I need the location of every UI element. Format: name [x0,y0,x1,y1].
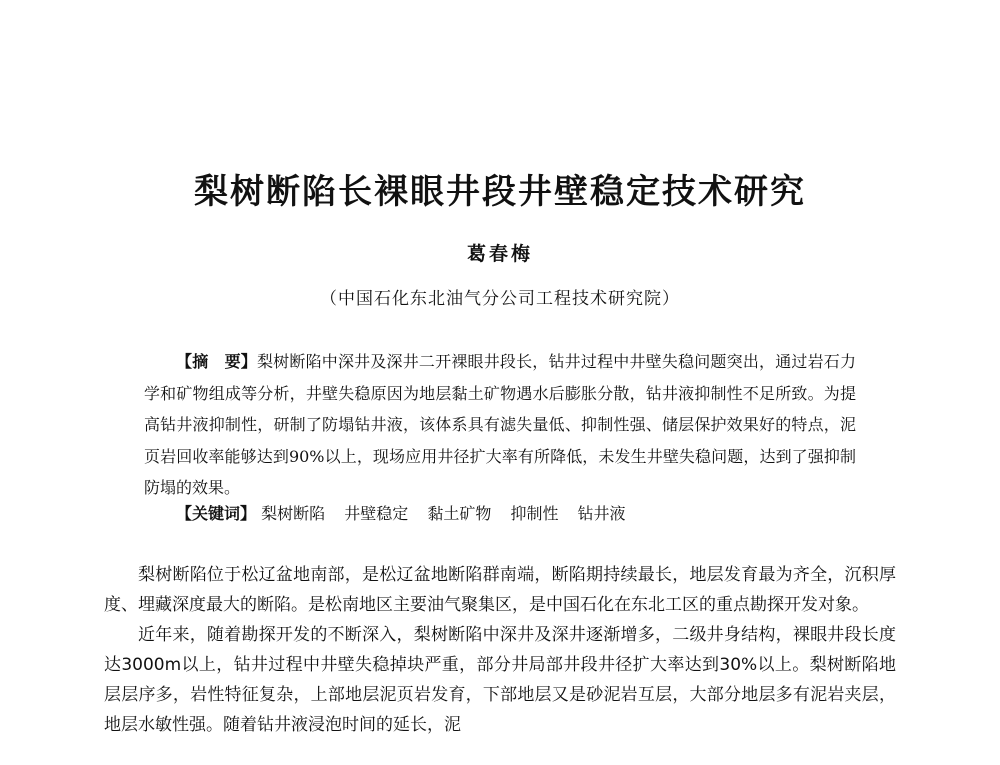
keyword-item: 黏土矿物 [427,504,492,523]
author-name: 葛春梅 [466,243,533,265]
keyword-item: 井壁稳定 [344,504,409,523]
abstract-label: 【摘 要】 [176,352,257,371]
author-affiliation: （中国石化东北油气分公司工程技术研究院） [320,289,680,309]
keywords-label: 【关键词】 [176,504,257,523]
body-paragraph: 梨树断陷位于松辽盆地南部，是松辽盆地断陷群南端，断陷期持续最长，地层发育最为齐全，沉积厚度、埋藏深度最大的断陷。是松南地区主要油气聚集区，是中国石化在东北工区的重点勘探开发对象。 [104,565,896,615]
body-text [104,560,896,740]
keyword-item: 梨树断陷 [261,504,326,523]
keyword-item: 钻井液 [577,504,626,523]
abstract-text: 梨树断陷中深井及深井二开裸眼井段长，钻井过程中井壁失稳问题突出，通过岩石力学和矿物组成等分析，井壁失稳原因为地层黏土矿物遇水后膨胀分散，钻井液抑制性不足所致。为提高钻井液抑制性，研制了防塌钻井液，该体系具有滤失量低、抑制性强、储层保护效果好的特点，泥页岩回收率能够达到90%以上，现场应用井径扩大率有所降低，未发生井壁失稳问题，达到了强抑制防塌的效果。 [144,352,856,497]
keyword-item: 抑制性 [510,504,559,523]
abstract [144,346,856,504]
paper-title: 梨树断陷长裸眼井段井壁稳定技术研究 [194,172,806,212]
keywords [144,500,856,528]
body-paragraph: 近年来，随着勘探开发的不断深入，梨树断陷中深井及深井逐渐增多，二级井身结构，裸眼井段长度达3000m以上，钻井过程中井壁失稳掉块严重，部分井局部井段井径扩大率达到30%以上。梨树断陷地层层序多，岩性特征复杂，上部地层泥页岩发育，下部地层又是砂泥岩互层，大部分地层多有泥岩夹层，地层水敏性强。随着钻井液浸泡时间的延长，泥 [104,625,896,735]
